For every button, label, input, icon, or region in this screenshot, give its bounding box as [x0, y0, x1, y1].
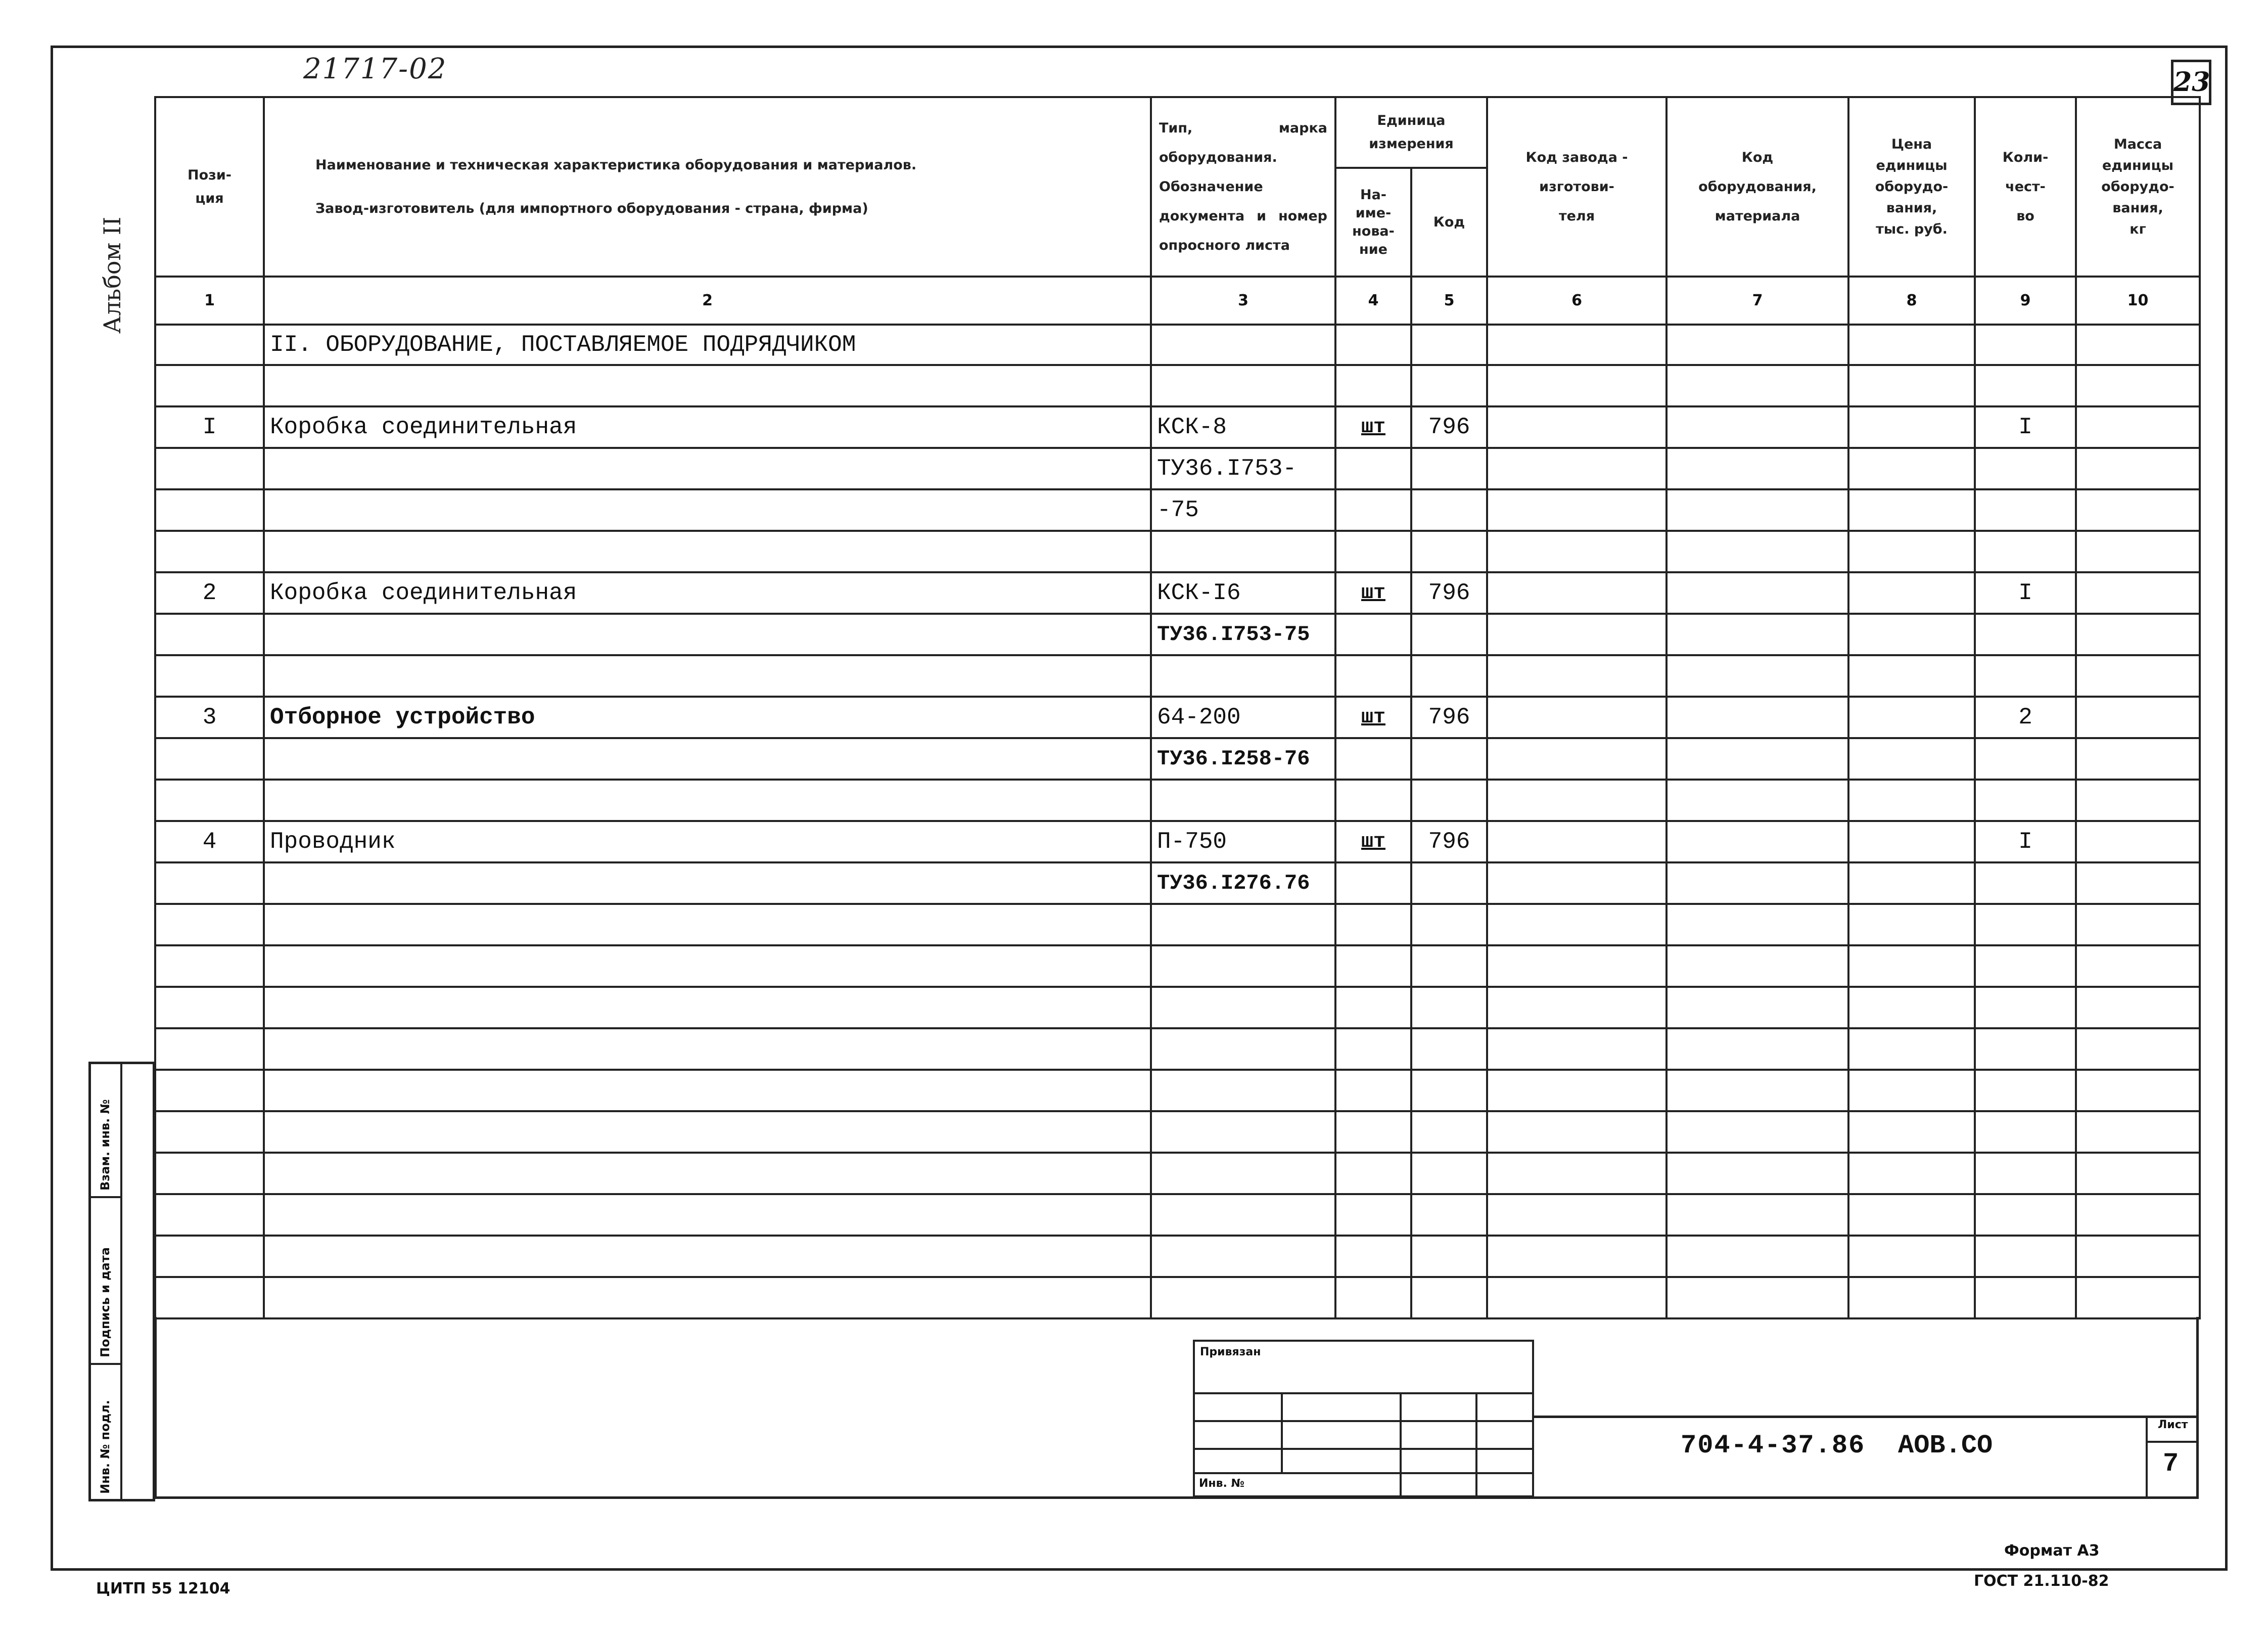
table-row	[155, 1236, 2200, 1277]
handwritten-number: 21717-02	[303, 53, 447, 85]
header-name-line1: Наименование и техническая характеристика оборудования и материалов.	[315, 157, 917, 173]
table-row	[155, 821, 2200, 862]
header-name	[264, 97, 1151, 277]
item-type: КСК-I6	[1151, 572, 1335, 614]
binding-rule	[1195, 1420, 1532, 1422]
item-unit: шт	[1335, 572, 1411, 614]
item-position: 2	[155, 572, 264, 614]
item-name: Отборное устройство	[264, 697, 1151, 738]
table-row	[155, 1277, 2200, 1318]
item-type: КСК-8	[1151, 406, 1335, 448]
header-mass: Масса единицы оборудо- вания, кг	[2076, 97, 2200, 277]
table-row	[155, 780, 2200, 821]
sheet-box	[2146, 1416, 2196, 1496]
table-row	[155, 1111, 2200, 1153]
col-num-6: 6	[1487, 277, 1667, 325]
item-unit: шт	[1335, 697, 1411, 738]
strip-inv-label: Инв. № подл.	[98, 1400, 112, 1494]
col-num-2: 2	[264, 277, 1151, 325]
table-row	[155, 448, 2200, 489]
album-label: Альбом II	[99, 216, 126, 334]
document-suffix: АОВ.СО	[1898, 1431, 1993, 1461]
table-row	[155, 987, 2200, 1028]
title-block	[1534, 1416, 2199, 1499]
item-unit: шт	[1335, 406, 1411, 448]
col-num-7: 7	[1667, 277, 1848, 325]
header-unit-name: На- име- нова- ние	[1335, 168, 1411, 277]
table-row	[155, 1028, 2200, 1070]
header-equipment-code: Код оборудования, материала	[1667, 97, 1848, 277]
sheet-corner-number: 23	[2171, 60, 2211, 105]
item-type-spec: ТУ36.I276.76	[1151, 862, 1335, 904]
table-row	[155, 1194, 2200, 1236]
col-num-9: 9	[1975, 277, 2076, 325]
col-num-3: 3	[1151, 277, 1335, 325]
table-row	[155, 406, 2200, 448]
item-name: Коробка соединительная	[264, 572, 1151, 614]
item-type: 64-200	[1151, 697, 1335, 738]
item-type: П-750	[1151, 821, 1335, 862]
publisher-label: ЦИТП 55 12104	[96, 1580, 230, 1598]
binding-vrule	[1475, 1392, 1477, 1497]
table-row	[155, 862, 2200, 904]
header-name-line2: Завод-изготовитель (для импортного оборудования - страна, фирма)	[315, 200, 868, 216]
strip-sign-label: Подпись и дата	[98, 1247, 112, 1357]
binding-rule	[1195, 1448, 1532, 1450]
binding-rule	[1195, 1472, 1532, 1474]
header-position: Пози- ция	[155, 97, 264, 277]
specification-table	[154, 96, 2201, 1319]
gost-label: ГОСТ 21.110-82	[1974, 1572, 2109, 1590]
item-unit-code: 796	[1411, 406, 1487, 448]
table-row	[155, 572, 2200, 614]
binding-rule	[1195, 1392, 1532, 1394]
header-unit-code: Код	[1411, 168, 1487, 277]
table-row	[155, 1070, 2200, 1111]
header-quantity: Коли- чест- во	[1975, 97, 2076, 277]
table-row	[155, 738, 2200, 780]
header-factory-code: Код завода - изготови- теля	[1487, 97, 1667, 277]
item-name: Коробка соединительная	[264, 406, 1151, 448]
binding-block	[1193, 1340, 1534, 1497]
header-unit: Единица измерения	[1335, 97, 1487, 168]
table-row	[155, 697, 2200, 738]
col-num-8: 8	[1848, 277, 1975, 325]
item-unit: шт	[1335, 821, 1411, 862]
item-position: 4	[155, 821, 264, 862]
binding-vrule	[1400, 1392, 1402, 1497]
document-number: 704-4-37.86	[1681, 1431, 1866, 1461]
section-title: II. ОБОРУДОВАНИЕ, ПОСТАВЛЯЕМОЕ ПОДРЯДЧИКОМ	[264, 325, 1151, 365]
table-row	[155, 325, 2200, 365]
col-num-4: 4	[1335, 277, 1411, 325]
item-type-spec: ТУ36.I753-75	[1151, 614, 1335, 655]
item-unit-code: 796	[1411, 572, 1487, 614]
inv-number-label: Инв. №	[1199, 1477, 1245, 1490]
item-unit-code: 796	[1411, 821, 1487, 862]
table-row	[155, 655, 2200, 697]
col-num-10: 10	[2076, 277, 2200, 325]
item-position: 3	[155, 697, 264, 738]
item-type-spec-cont: -75	[1151, 489, 1335, 531]
sheet-rule	[2148, 1441, 2198, 1443]
format-label: Формат А3	[2004, 1542, 2100, 1560]
item-unit-code: 796	[1411, 697, 1487, 738]
item-quantity: I	[1975, 821, 2076, 862]
item-type-spec: ТУ36.I753-	[1151, 448, 1335, 489]
binding-vrule	[1281, 1392, 1283, 1472]
item-quantity: I	[1975, 406, 2076, 448]
item-quantity: 2	[1975, 697, 2076, 738]
item-type-spec: ТУ36.I258-76	[1151, 738, 1335, 780]
binding-label: Привязан	[1200, 1346, 1261, 1358]
header-price: Цена единицы оборудо- вания, тыс. руб.	[1848, 97, 1975, 277]
table-row	[155, 489, 2200, 531]
sheet-number: 7	[2163, 1449, 2179, 1479]
sheet-label: Лист	[2158, 1419, 2188, 1431]
strip-vzam-label: Взам. инв. №	[98, 1099, 112, 1191]
table-row	[155, 904, 2200, 945]
table-row	[155, 365, 2200, 406]
table-row	[155, 1153, 2200, 1194]
header-type: Тип, марка оборудования. Обозначение документа и номер опросного листа	[1151, 97, 1335, 277]
table-row	[155, 945, 2200, 987]
item-position: I	[155, 406, 264, 448]
left-stamp-strip	[88, 1062, 155, 1501]
item-name: Проводник	[264, 821, 1151, 862]
item-quantity: I	[1975, 572, 2076, 614]
col-num-5: 5	[1411, 277, 1487, 325]
col-num-1: 1	[155, 277, 264, 325]
table-row	[155, 614, 2200, 655]
table-row	[155, 531, 2200, 572]
